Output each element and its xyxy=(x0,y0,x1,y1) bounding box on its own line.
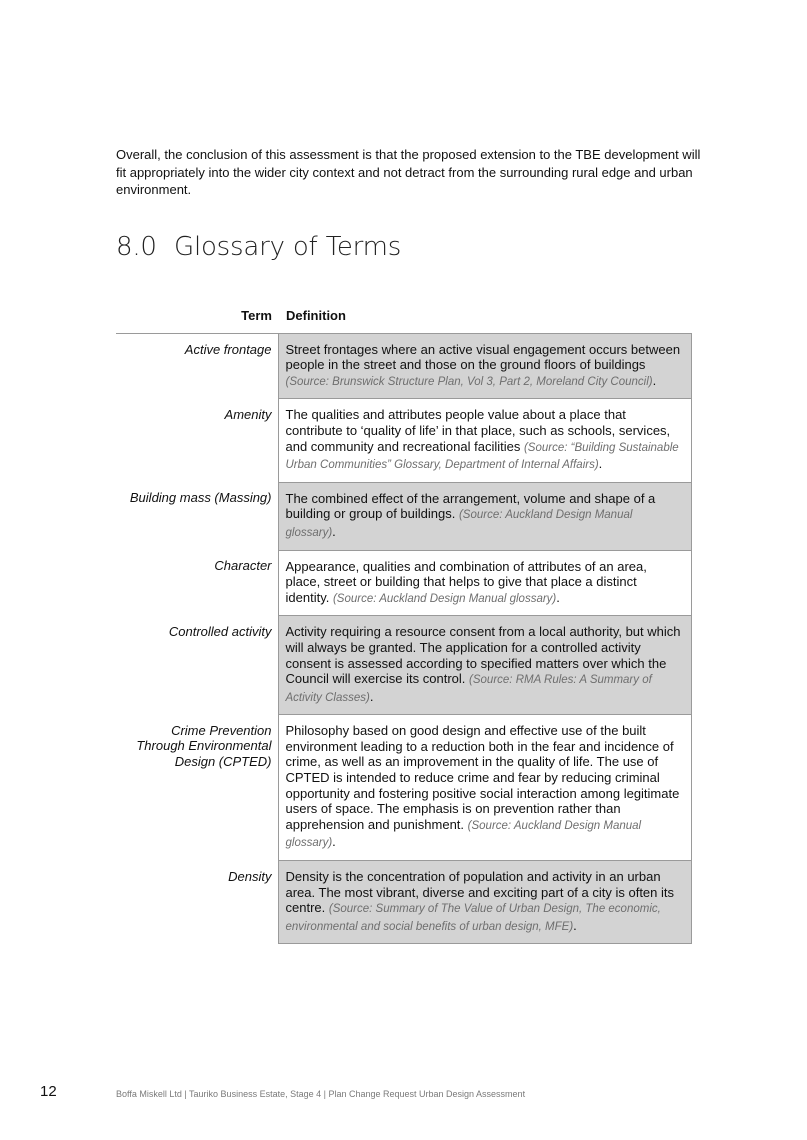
glossary-definition: The combined effect of the arrangement, volume and shape of a building or group of buildings. xyxy=(285,490,656,522)
footer-text: Boffa Miskell Ltd | Tauriko Business Estate, Stage 4 | Plan Change Request Urban Design Assessment xyxy=(116,1089,526,1099)
glossary-header-row xyxy=(116,307,692,333)
glossary-body xyxy=(116,333,692,944)
glossary-definition-cell xyxy=(278,715,692,861)
glossary-end-punctuation: . xyxy=(652,372,657,388)
term-column-header: Term xyxy=(241,308,272,323)
glossary-source: (Source: RMA Rules: A Summary of Activity Classes) xyxy=(285,674,652,704)
intro-paragraph: Overall, the conclusion of this assessment is that the proposed extension to the TBE development will fit appropriately into the wider city context and not detract from the surrounding rural edge and urban environment. xyxy=(116,147,701,197)
glossary-definition-cell xyxy=(278,333,692,399)
glossary-end-punctuation: . xyxy=(556,589,560,605)
section-number: 8.0 xyxy=(116,232,157,262)
glossary-definition: Philosophy based on good design and effective use of the built environment leading to a reduction both in the fear and incidence of crime, as well as an improvement in the quality of life. The use of CPTED is intended to reduce crime and fear by reducing criminal opportunity and fostering positive social interaction among legitimate users of space. The emphasis is on prevention rather than apprehension and punishment. xyxy=(285,723,680,832)
glossary-term: Active frontage xyxy=(184,341,272,357)
glossary-end-punctuation: . xyxy=(573,917,577,933)
glossary-row xyxy=(116,399,692,482)
glossary-term: Building mass (Massing) xyxy=(129,490,272,506)
glossary-definition: Appearance, qualities and combination of attributes of an area, place, street or building that helps to give that place a distinct identity. xyxy=(285,558,647,605)
glossary-term: Crime Prevention Through Environmental Design (CPTED) xyxy=(136,722,272,769)
glossary-row xyxy=(116,861,692,944)
glossary-definition-cell xyxy=(278,616,692,715)
glossary-end-punctuation: . xyxy=(332,523,336,539)
glossary-definition-cell xyxy=(278,482,692,550)
glossary-definition-cell xyxy=(278,399,692,482)
glossary-row xyxy=(116,482,692,550)
glossary-end-punctuation: . xyxy=(332,834,336,850)
glossary-source: (Source: Auckland Design Manual glossary) xyxy=(332,592,557,605)
glossary-source: (Source: Auckland Design Manual glossary) xyxy=(285,819,642,850)
glossary-source: (Source: “Building Sustainable Urban Communities” Glossary, Department of Internal Affairs) xyxy=(285,441,679,472)
glossary-definition: The qualities and attributes people value about a place that contribute to ‘quality of life’ in that place, such as schools, services, and community and recreational facilities xyxy=(285,407,671,454)
glossary-row xyxy=(116,333,692,399)
glossary-table xyxy=(116,307,692,944)
glossary-definition-cell xyxy=(278,550,692,616)
section-heading xyxy=(116,232,401,262)
glossary-term: Density xyxy=(228,868,272,884)
glossary-source: (Source: Brunswick Structure Plan, Vol 3, Part 2, Moreland City Council) xyxy=(285,375,653,388)
glossary-definition: Activity requiring a resource consent from a local authority, but which will always be granted. The application for a controlled activity consent is assessed according to specified matters over which the Council will exercise its control. xyxy=(285,624,681,687)
glossary-end-punctuation: . xyxy=(369,688,374,704)
glossary-term: Amenity xyxy=(224,406,272,422)
glossary-term: Controlled activity xyxy=(168,623,272,639)
glossary-row xyxy=(116,616,692,715)
page-number: 12 xyxy=(40,1083,57,1100)
glossary-definition: Street frontages where an active visual engagement occurs between people in the street and those on the ground floors of buildings xyxy=(285,341,681,373)
glossary-source: (Source: Summary of The Value of Urban Design, The economic, environmental and social benefits of urban design, MFE) xyxy=(285,903,661,933)
glossary-term: Character xyxy=(214,558,272,574)
glossary-definition: Density is the concentration of population and activity in an urban area. The most vibrant, diverse and exciting part of a city is often its centre. xyxy=(285,869,675,916)
section-title: Glossary of Terms xyxy=(174,232,402,262)
glossary-row xyxy=(116,550,692,616)
glossary-source: (Source: Auckland Design Manual glossary) xyxy=(285,509,633,539)
glossary-definition-cell xyxy=(278,861,692,944)
glossary-row xyxy=(116,715,692,861)
definition-column-header: Definition xyxy=(286,308,346,323)
glossary-end-punctuation: . xyxy=(598,456,603,472)
